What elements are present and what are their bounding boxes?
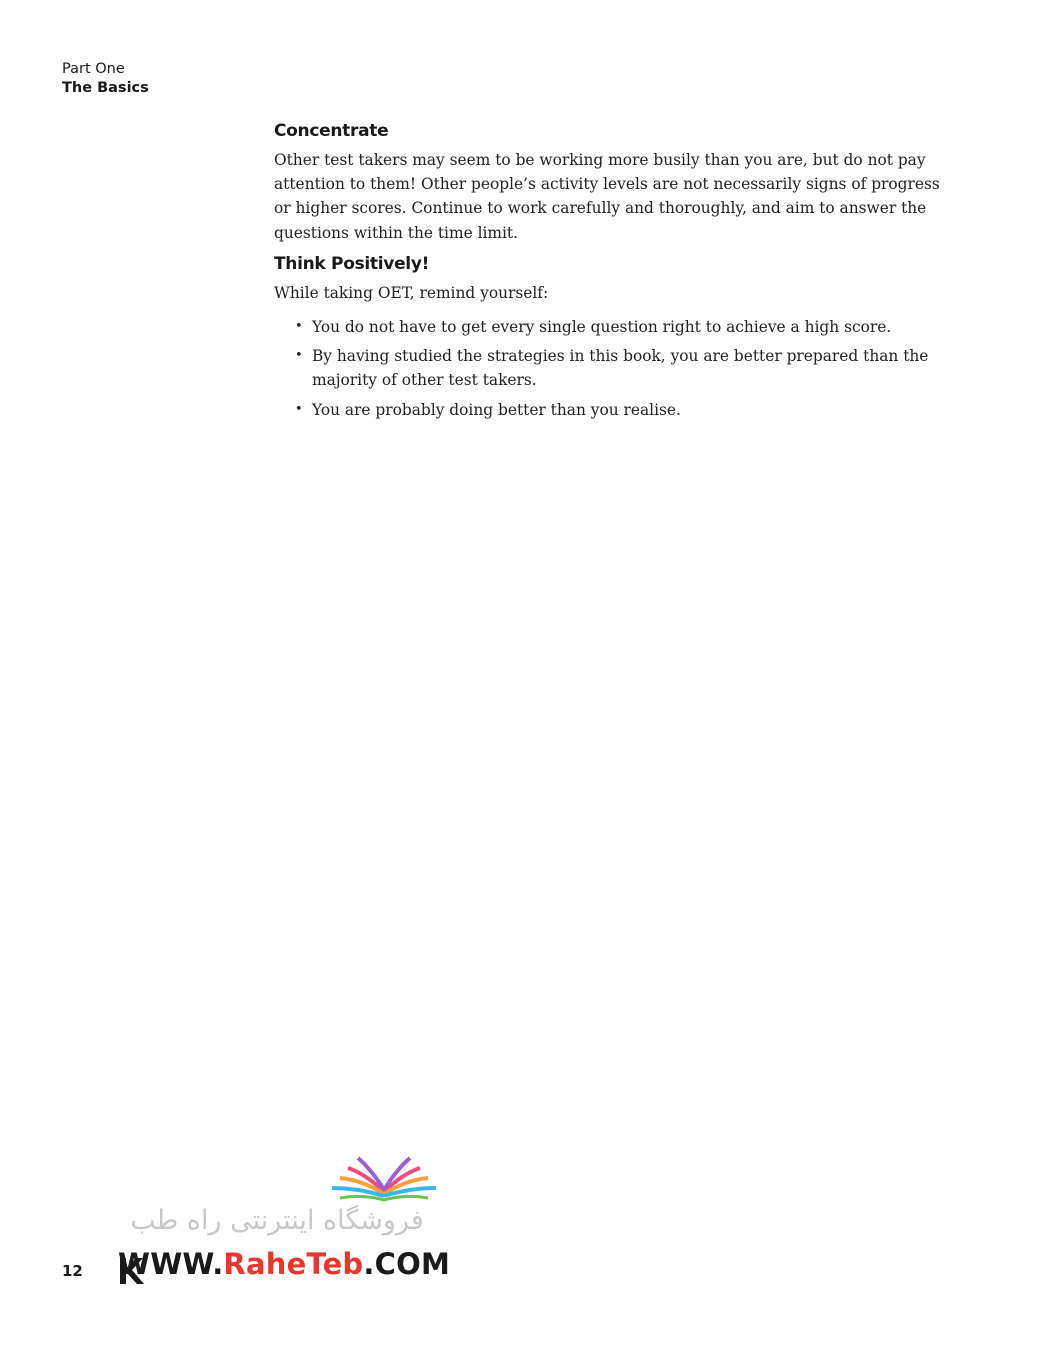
list-item (274, 398, 946, 422)
bullet-icon: • (295, 401, 303, 417)
list-item (274, 315, 946, 339)
part-title: The Basics (62, 80, 149, 96)
watermark (108, 1146, 451, 1286)
list-item-text: You do not have to get every single question right to achieve a high score. (312, 318, 892, 337)
list-item (274, 344, 946, 392)
main-content (274, 120, 946, 427)
bullet-list (274, 315, 946, 422)
watermark-persian-text: فروشگاه اینترنتی راه طب (130, 1205, 424, 1236)
section-heading-think-positively: Think Positively! (274, 253, 430, 274)
watermark-url-suffix: .COM (363, 1247, 451, 1281)
watermark-url-brand: RaheTeb (223, 1247, 364, 1281)
paragraph-concentrate: Other test takers may seem to be working more busily than you are, but do not pay attention to them! Other people’s activity levels are not necessarily signs of progress or higher scores. Continue to work carefully and thoroughly, and aim to answer the questions within the time limit. (274, 151, 940, 242)
watermark-url-prefix: WWW. (118, 1247, 224, 1281)
watermark-url (118, 1246, 450, 1282)
bullet-icon: • (295, 348, 303, 364)
rainbow-book-logo-icon (326, 1148, 442, 1202)
page-number: 12 (62, 1262, 83, 1280)
section-heading-concentrate: Concentrate (274, 121, 389, 141)
list-item-text: By having studied the strategies in this book, you are better prepared than the majority of other test takers. (312, 347, 929, 390)
bullet-icon: • (295, 319, 303, 335)
part-label: Part One (62, 61, 125, 77)
running-head (62, 60, 149, 98)
list-item-text: You are probably doing better than you realise. (312, 400, 681, 419)
paragraph-remind-intro: While taking OET, remind yourself: (274, 283, 549, 302)
